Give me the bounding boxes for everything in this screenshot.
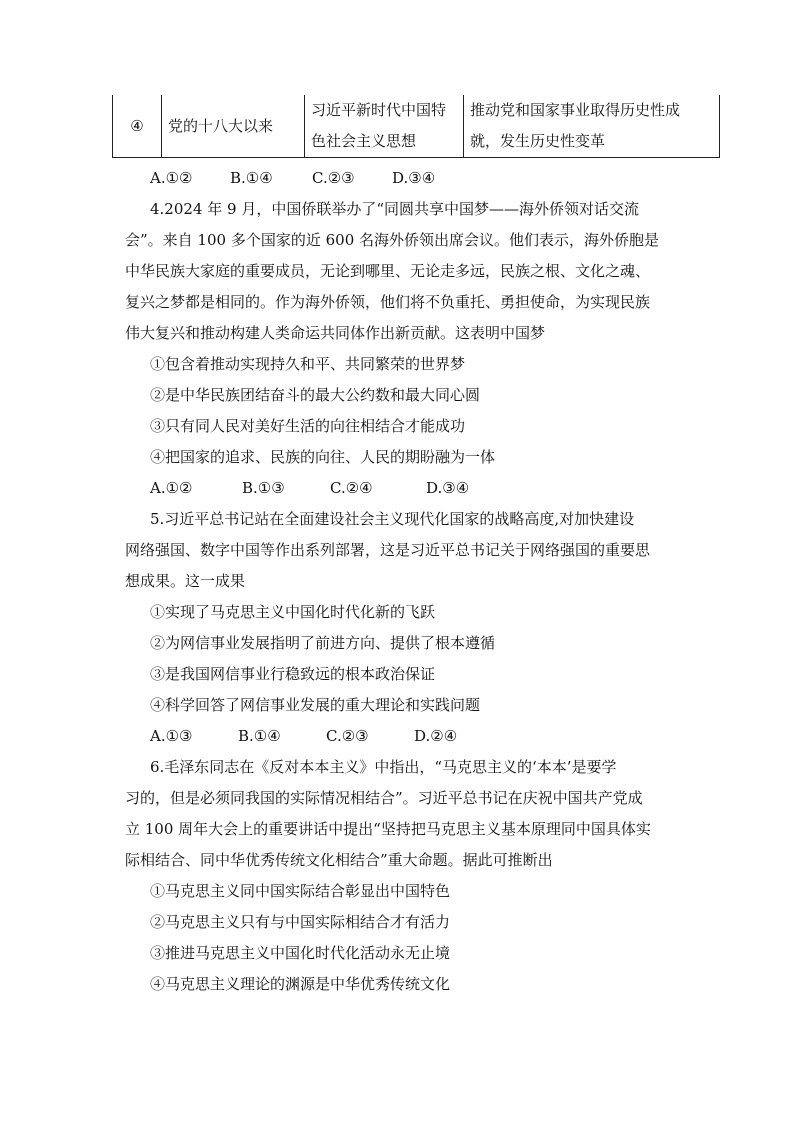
table-cell-effect	[464, 95, 720, 158]
q4-option-d: D.③④	[426, 479, 470, 497]
q6-item-4: ④马克思主义理论的渊源是中华优秀传统文化	[150, 975, 451, 993]
q5-option-a: A.①③	[150, 727, 193, 745]
table-cell-theory-line-1: 习近平新时代中国特	[311, 101, 447, 119]
q4-stem-line-5: 伟大复兴和推动构建人类命运共同体作出新贡献。这表明中国梦	[125, 324, 546, 342]
q6-stem-line-3: 立 100 周年大会上的重要讲话中提出“坚持把马克思主义基本原理同中国具体实	[125, 820, 651, 838]
q6-stem-line-2: 习的，但是必须同我国的实际情况相结合”。习近平总书记在庆祝中国共产党成	[125, 789, 643, 807]
q3-option-d: D.③④	[392, 169, 436, 187]
q5-item-3: ③是我国网信事业行稳致远的根本政治保证	[150, 665, 436, 683]
q3-option-a: A.①②	[150, 169, 193, 187]
q4-item-2: ②是中华民族团结奋斗的最大公约数和最大同心圆	[150, 386, 481, 404]
q4-item-3: ③只有同人民对美好生活的向往相结合才能成功	[150, 417, 466, 435]
q5-item-1: ①实现了马克思主义中国化时代化新的飞跃	[150, 603, 436, 621]
q6-stem-line-1: 6.毛泽东同志在《反对本本主义》中指出，“马克思主义的‘本本’是要学	[150, 758, 617, 776]
q5-option-b: B.①④	[238, 727, 281, 745]
table-cell-num: ④	[113, 95, 162, 158]
q3-option-c: C.②③	[312, 169, 355, 187]
theory-table	[112, 95, 720, 158]
q4-item-4: ④把国家的追求、民族的向往、人民的期盼融为一体	[150, 448, 496, 466]
table-cell-period: 党的十八大以来	[162, 95, 305, 158]
q6-item-1: ①马克思主义同中国实际结合彰显出中国特色	[150, 882, 451, 900]
q6-item-2: ②马克思主义只有与中国实际相结合才有活力	[150, 913, 451, 931]
q4-stem-line-2: 会”。来自 100 多个国家的近 600 名海外侨领出席会议。他们表示，海外侨胞是	[125, 231, 660, 249]
q4-stem-line-1: 4.2024 年 9 月，中国侨联举办了“同圆共享中国梦——海外侨领对话交流	[150, 200, 640, 218]
q5-stem-line-2: 网络强国、数字中国等作出系列部署，这是习近平总书记关于网络强国的重要思	[125, 541, 651, 559]
q3-option-b: B.①④	[230, 169, 273, 187]
q4-option-c: C.②④	[330, 479, 373, 497]
q4-stem-line-3: 中华民族大家庭的重要成员，无论到哪里、无论走多远，民族之根、文化之魂、	[125, 262, 651, 280]
q6-stem-line-4: 际相结合、同中华优秀传统文化相结合”重大命题。据此可推断出	[125, 851, 553, 869]
q5-options	[150, 726, 457, 746]
table-cell-effect-line-2: 就，发生历史性变革	[470, 132, 606, 150]
q4-options	[150, 478, 469, 498]
table-cell-theory-line-2: 色社会主义思想	[311, 132, 417, 150]
q5-item-4: ④科学回答了网信事业发展的重大理论和实践问题	[150, 696, 481, 714]
q5-stem-line-1: 5.习近平总书记站在全面建设社会主义现代化国家的战略高度,对加快建设	[150, 510, 635, 528]
q5-option-c: C.②③	[326, 727, 369, 745]
table-row	[113, 95, 720, 158]
table-cell-effect-line-1: 推动党和国家事业取得历史性成	[470, 101, 681, 119]
q5-stem-line-3: 想成果。这一成果	[125, 572, 246, 590]
q6-item-3: ③推进马克思主义中国化时代化活动永无止境	[150, 944, 451, 962]
q3-options	[150, 168, 435, 188]
q4-stem-line-4: 复兴之梦都是相同的。作为海外侨领，他们将不负重托、勇担使命，为实现民族	[125, 293, 651, 311]
q4-option-b: B.①③	[242, 479, 285, 497]
q4-item-1: ①包含着推动实现持久和平、共同繁荣的世界梦	[150, 355, 466, 373]
q5-option-d: D.②④	[414, 727, 458, 745]
q4-option-a: A.①②	[150, 479, 193, 497]
table-cell-theory	[305, 95, 464, 158]
q5-item-2: ②为网信事业发展指明了前进方向、提供了根本遵循	[150, 634, 496, 652]
